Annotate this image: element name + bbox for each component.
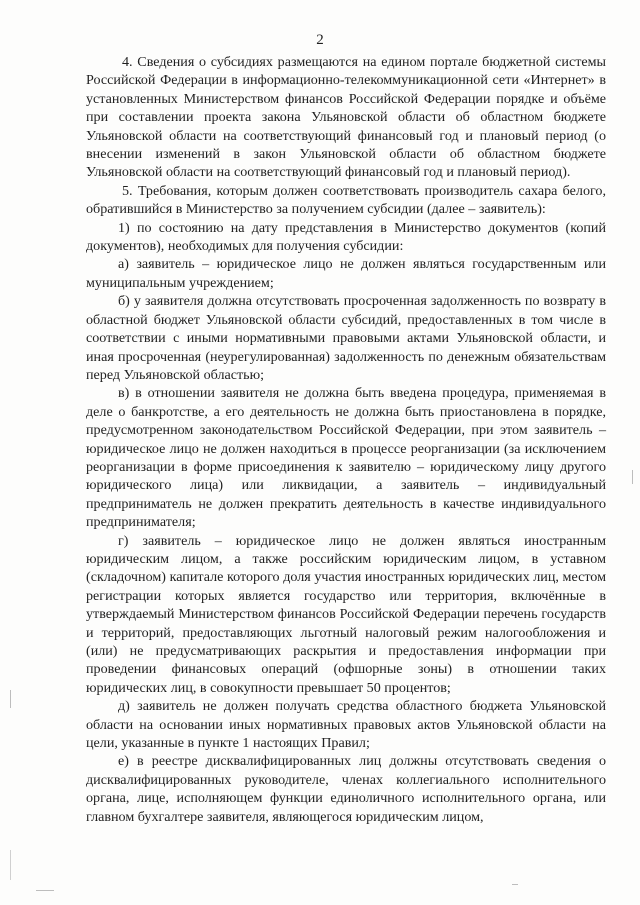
paragraph-5-1-e: е) в реестре дисквалифицированных лиц должны отсутствовать сведения о дисквалифицированных руководителе, членах коллегиального исполнительного органа, лице, исполняющем функции единоличного исполнительного органа, или главном бухгалтере заявителя, являющегося юридическим лицом, bbox=[86, 753, 606, 825]
paragraph-4-subsidy-info: 4. Сведения о субсидиях размещаются на едином портале бюджетной системы Российской Федерации в информационно-телекоммуникационной сети «Интернет» в установленных Министерством финансов Российской Федерации порядке и объёме при составлении проекта закона Ульяновской области об областном бюджете Ульяновской области на соответствующий финансовый год и плановый период (о внесении изменений в закон Ульяновской области об областном бюджете Ульяновской области на соответствующий финансовый год и плановый период). bbox=[86, 54, 606, 181]
paragraph-5-1-v: в) в отношении заявителя не должна быть введена процедура, применяемая в деле о банкротстве, а его деятельность не должна быть приостановлена в порядке, предусмотренном законодательством Российской Федерации, при этом заявитель – юридическое лицо не должен находиться в процессе реорганизации (за исключением реорганизации в форме присоединения к заявителю – юридическому лицу другого юридического лица) или ликвидации, а заявитель – индивидуальный предприниматель не должен прекратить деятельность в качестве индивидуального предпринимателя; bbox=[86, 385, 606, 531]
scan-artifact bbox=[10, 850, 11, 880]
paragraph-5-requirements: 5. Требования, которым должен соответствовать производитель сахара белого, обратившийся в Министерство за получением субсидии (далее – заявитель): bbox=[86, 182, 606, 218]
scan-artifact bbox=[512, 884, 518, 885]
scan-artifact bbox=[10, 690, 11, 708]
paragraph-5-1-g: г) заявитель – юридическое лицо не должен являться иностранным юридическим лицом, а также российским юридическим лицом, в уставном (складочном) капитале которого доля участия иностранных юридических лиц, местом регистрации которых является государство или территория, включённые в утверждаемый Министерством финансов Российской Федерации перечень государств и территорий, предоставляющих льготный налоговый режим налогообложения и (или) не предусматривающих раскрытия и предоставления информации при проведении финансовых операций (офшорные зоны) в отношении таких юридических лиц, в совокупности превышает 50 процентов; bbox=[86, 532, 606, 696]
scan-artifact bbox=[632, 470, 633, 484]
paragraph-5-1-d: д) заявитель не должен получать средства областного бюджета Ульяновской области на основании иных нормативных правовых актов Ульяновской области на цели, указанные в пункте 1 настоящих Правил; bbox=[86, 698, 606, 752]
document-body bbox=[86, 53, 606, 826]
paragraph-5-1-a: а) заявитель – юридическое лицо не должен являться государственным или муниципальным учреждением; bbox=[86, 256, 606, 291]
paragraph-5-1: 1) по состоянию на дату представления в Министерство документов (копий документов), необходимых для получения субсидии: bbox=[86, 219, 606, 255]
paragraph-5-1-b: б) у заявителя должна отсутствовать просроченная задолженность по возврату в областной бюджет Ульяновской области субсидий, предоставленных в том числе в соответствии с иными нормативными правовыми актами Ульяновской области, и иная просроченная (неурегулированная) задолженность по денежным обязательствам перед Ульяновской областью; bbox=[86, 293, 606, 383]
scan-artifact bbox=[36, 890, 54, 891]
page-number: 2 bbox=[316, 32, 324, 48]
